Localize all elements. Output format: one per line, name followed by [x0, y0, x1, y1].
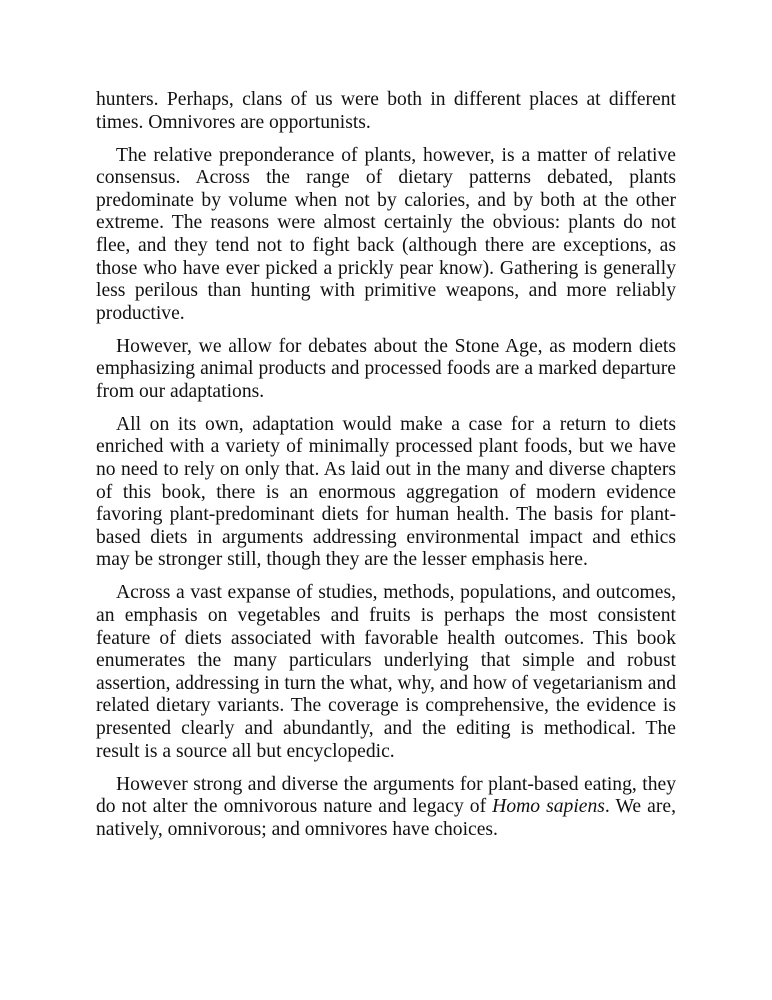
paragraph-stone-age: However, we allow for debates about the Stone Age, as modern diets emphasizing animal products and processed foods are a marked departure from our adaptations. [96, 335, 676, 402]
final-text-start: However strong and diverse the arguments for plant-based eating, they do not alter the omnivorous nature and legacy of [96, 773, 676, 818]
paragraph-vegetables-fruits: Across a vast expanse of studies, methods, populations, and outcomes, an emphasis on vegetables and fruits is perhaps the most consistent feature of diets associated with favorable health outcomes. This book enumerates the many particulars underlying that simple and robust assertion, addressing in turn the what, why, and how of vegetarianism and related dietary variants. The coverage is comprehensive, the evidence is presented clearly and abundantly, and the editing is methodical. The result is a source all but encyclopedic. [96, 582, 676, 762]
document-page [96, 89, 676, 841]
paragraph-adaptation: All on its own, adaptation would make a case for a return to diets enriched with a variety of minimally processed plant foods, but we have no need to rely on only that. As laid out in the many and diverse chapters of this book, there is an enormous aggregation of modern evidence favoring plant-predominant diets for human health. The basis for plant-based diets in arguments addressing environmental impact and ethics may be stronger still, though they are the lesser emphasis here. [96, 413, 676, 571]
paragraph-omnivores-choices [96, 774, 676, 842]
paragraph-plant-preponderance: The relative preponderance of plants, however, is a matter of relative consensus. Across the range of dietary patterns debated, plants predominate by volume when not by calories, and by both at the other extreme. The reasons were almost certainly the obvious: plants do not flee, and they tend not to fight back (although there are exceptions, as those who have ever picked a prickly pear know). Gathering is generally less perilous than hunting with primitive weapons, and more reliably productive. [96, 144, 676, 324]
species-name: Homo sapiens [492, 796, 605, 818]
final-text-end: . We are, natively, omnivorous; and omnivores have choices. [96, 796, 676, 840]
paragraph-continuation: hunters. Perhaps, clans of us were both in different places at different times. Omnivores are opportunists. [96, 89, 676, 133]
